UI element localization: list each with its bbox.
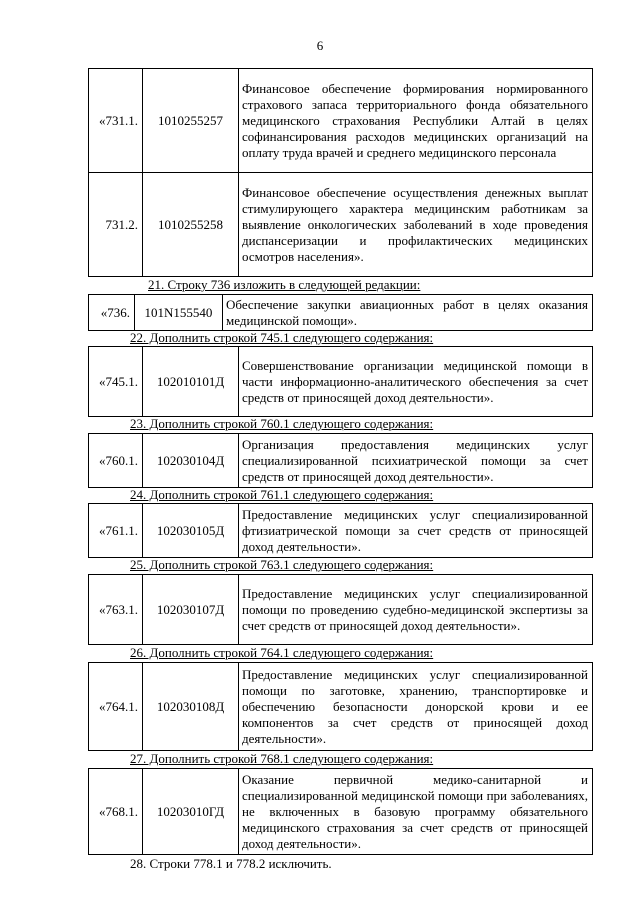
table-row	[89, 347, 593, 417]
table-row	[89, 575, 593, 645]
row-code: 102030105Д	[143, 504, 239, 558]
row-text: Финансовое обеспечение формирования нормированного страхового запаса территориального фонда обязательного медицинского страхования Республики Алтай в целях софинансирования расходов медицинских организаций на оплату труда врачей и среднего медицинского персонала	[239, 69, 593, 173]
row-number: «745.1.	[89, 347, 143, 417]
table-row-761	[88, 503, 593, 558]
row-number: 731.2.	[89, 173, 143, 277]
row-code: 102030108Д	[143, 663, 239, 751]
row-code: 1010255258	[143, 173, 239, 277]
row-text: Предоставление медицинских услуг специализированной помощи по проведению судебно-медицинской экспертизы за счет средств от приносящей доход деятельности».	[239, 575, 593, 645]
row-number: «736.	[89, 295, 135, 331]
instruction-21: 21. Строку 736 изложить в следующей редакции:	[148, 277, 421, 292]
table-row	[89, 504, 593, 558]
table-row-764	[88, 662, 593, 751]
table-row-768	[88, 768, 593, 855]
row-text: Совершенствование организации медицинской помощи в части информационно-аналитического обеспечения за счет средств от приносящей доход деятельности».	[239, 347, 593, 417]
row-code: 1010255257	[143, 69, 239, 173]
instruction-27: 27. Дополнить строкой 768.1 следующего содержания:	[130, 751, 434, 766]
instruction-22: 22. Дополнить строкой 745.1 следующего содержания:	[130, 330, 434, 345]
table-row	[89, 769, 593, 855]
table-row-760	[88, 433, 593, 488]
row-text: Обеспечение закупки авиационных работ в целях оказания медицинской помощи».	[223, 295, 593, 331]
instruction-25: 25. Дополнить строкой 763.1 следующего содержания:	[130, 557, 434, 572]
table-row	[89, 69, 593, 173]
row-text: Оказание первичной медико-санитарной и специализированной медицинской помощи при заболеваниях, не включенных в базовую программу обязательного медицинского страхования за счет средств от приносящей доход деятельности».	[239, 769, 593, 855]
row-number: «763.1.	[89, 575, 143, 645]
table-row-763	[88, 574, 593, 645]
table-row	[89, 663, 593, 751]
table-row-745	[88, 346, 593, 417]
row-code: 102010101Д	[143, 347, 239, 417]
table-row	[89, 434, 593, 488]
row-number: «760.1.	[89, 434, 143, 488]
instruction-26: 26. Дополнить строкой 764.1 следующего содержания:	[130, 645, 434, 660]
row-code: 102030107Д	[143, 575, 239, 645]
instruction-23: 23. Дополнить строкой 760.1 следующего содержания:	[130, 416, 434, 431]
instruction-28: 28. Строки 778.1 и 778.2 исключить.	[130, 856, 332, 871]
table-row-736	[88, 294, 593, 331]
table-rows-731	[88, 68, 593, 277]
row-text: Предоставление медицинских услуг специализированной фтизиатрической помощи за счет средств от приносящей доход деятельности».	[239, 504, 593, 558]
table-row	[89, 295, 593, 331]
table-row	[89, 173, 593, 277]
row-text: Предоставление медицинских услуг специализированной помощи по заготовке, хранению, транспортировке и обеспечению безопасности донорской крови и ее компонентов за счет средств от приносящей доход деятельности».	[239, 663, 593, 751]
row-number: «761.1.	[89, 504, 143, 558]
row-number: «764.1.	[89, 663, 143, 751]
row-text: Финансовое обеспечение осуществления денежных выплат стимулирующего характера медицинским работникам за выявление онкологических заболеваний в ходе проведения диспансеризации и профилактических медицинских осмотров населения».	[239, 173, 593, 277]
row-number: «768.1.	[89, 769, 143, 855]
page-number: 6	[316, 38, 324, 53]
row-code: 102030104Д	[143, 434, 239, 488]
row-code: 10203010ГД	[143, 769, 239, 855]
row-code: 101N155540	[135, 295, 223, 331]
instruction-24: 24. Дополнить строкой 761.1 следующего содержания:	[130, 487, 434, 502]
row-text: Организация предоставления медицинских услуг специализированной психиатрической помощи за счет средств от приносящей доход деятельности».	[239, 434, 593, 488]
row-number: «731.1.	[89, 69, 143, 173]
